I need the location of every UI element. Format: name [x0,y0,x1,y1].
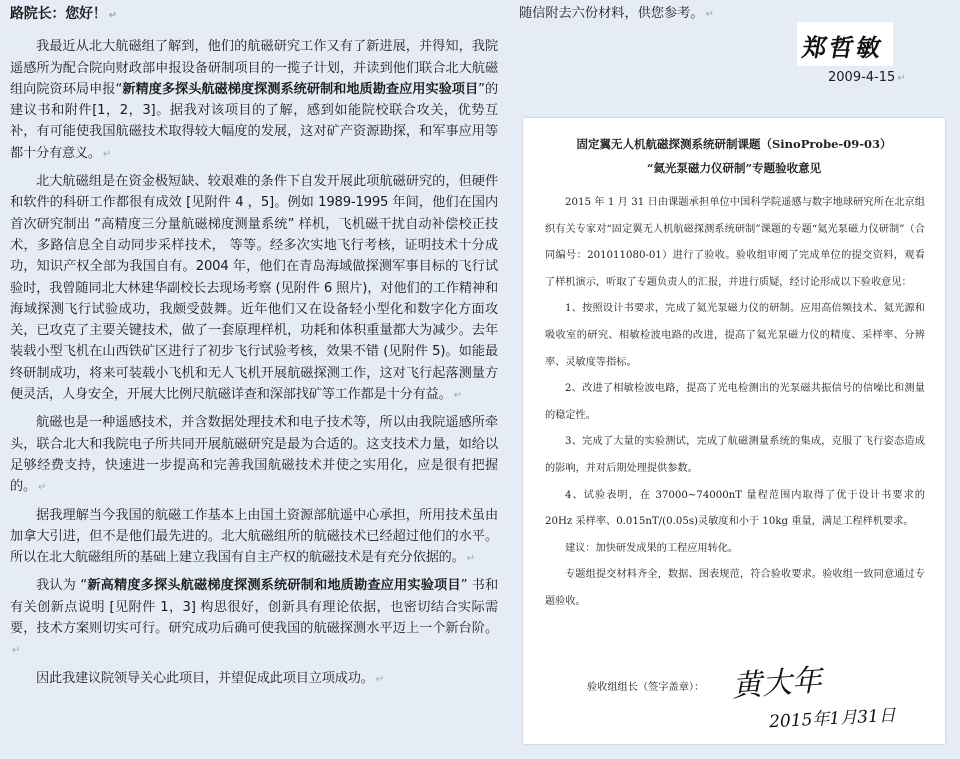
scan-paragraph-4: 3、完成了大量的实验测试，完成了航磁测量系统的集成，克服了飞行姿态造成的影响，并对后期处理提供参数。 [545,436,925,474]
scan-body [545,190,925,616]
handwritten-date: 2015年1月31日 [768,705,897,733]
letter-paragraph-2: 北大航磁组是在资金极短缺、较艰难的条件下自发开展此项航磁研究的，但硬件和软件的科研工作都很有成效 [见附件 4 ，5]。例如 1989-1995 年间，他们在国内首次研究制出 “高精度三分量航磁梯度测量系统” 样机，飞机磁干扰自动补偿校正技术，多路信息全自动同步采样技术， 等等。经多次实地飞行考核，证明技术十分成功，知识产权全部为我国自有。2004 年，他们在青岛海域做探测军事目标的飞行试验时，我曾随同北大林建华副校长去现场考察 (见附件 6 照片)，对他们的工作精神和海域探测飞行试验成功，我颇受鼓舞。近年他们又在设备轻小型化和数字化方面攻关，已攻克了主要关键技术，做了一套原理样机，功耗和体积重量都大为减少。去年装载小型飞机在山西铁矿区进行了初步飞行试验考核，效果不错 (见附件 5)。如能最终研制成功，将来可装载小飞机和无人飞机开展航磁探测工作，这对飞行起落测量方便灵活，人身安全，开展大比例尺航磁详查和深部找矿等工作都是十分有益。 ↵ [10,174,498,403]
letter-paragraph-6: 因此我建议院领导关心此项目，并望促成此项目立项成功。 ↵ [36,670,384,686]
letter-paragraph-5: 我认为 “新高精度多探头航磁梯度探测系统研制和地质勘查应用实验项目” 书和有关创新点说明 [见附件 1，3] 构思很好，创新具有理论依据，也密切结合实际需要，技术方案则切实可行。研究成功后确可使我国的航磁探测水平迈上一个新台阶。↵ [10,578,498,657]
attachment-note: 随信附去六份材料，供您参考。 ↵ [519,6,715,21]
scanned-acceptance-document [523,118,945,744]
letter-date: 2009-4-15 ↵ [828,70,906,85]
handwritten-signature: 黄大年 [730,662,828,705]
scan-paragraph-3: 2、改进了相敏检波电路，提高了光电检测出的光泵磁共振信号的信噪比和测量的稳定性。 [545,383,925,421]
project-name-highlight: 新高精度多探头航磁梯度探测系统研制和地质勘查应用实验项目 [86,578,461,594]
letter-paragraph-1: 我最近从北大航磁组了解到，他们的航磁研究工作又有了新进展，并得知，我院遥感所为配合院向财政部申报设备研制项目的一揽子计划，并读到他们联合北大航磁组向院资环局申报“新精度多探头航磁梯度探测系统研制和地质勘查应用实验项目”的建议书和附件[1，2，3]。据我对该项目的了解，感到如能院校联合攻关，优势互补，有可能使我国航磁技术取得较大幅度的发展，这对矿产资源勘探，和军事应用等都十分有意义。 ↵ [10,39,498,161]
scan-paragraph-7: 专题组提交材料齐全，数据、图表规范，符合验收要求。验收组一致同意通过专题验收。 [545,569,925,607]
scan-subtitle: “氦光泵磁力仪研制”专题验收意见 [646,161,822,175]
letter-paragraph-4: 据我理解当今我国的航磁工作基本上由国土资源部航遥中心承担，所用技术虽由加拿大引进，但不是他们最先进的。北大航磁组所的航磁技术已经超过他们的水平。所以在北大航磁组所的基础上建立我国有自主产权的航磁技术是有充分依据的。 ↵ [10,507,498,566]
scan-paragraph-1: 2015 年 1 月 31 日由课题承担单位中国科学院遥感与数字地球研究所在北京组织有关专家对“固定翼无人机航磁探测系统研制”课题的专题“氦光泵磁力仪研制”（合同编号：201011080-01）进行了验收。验收组审阅了完成单位的提交资料，观看了样机演示，听取了专题负责人的汇报，并进行质疑，经讨论形成以下验收意见： [545,197,925,288]
right-page [505,0,960,759]
signature-text: 郑哲敏 [800,33,887,62]
letter-paragraph-3: 航磁也是一种遥感技术，并含数据处理技术和电子技术等，所以由我院遥感所牵头，联合北大和我院电子所共同开展航磁研究是最为合适的。这支技术力量，如给以足够经费支持，快速进一步提高和完善我国航磁技术并使之实用化，应是很有把握的。 ↵ [10,415,498,495]
scan-title: 固定翼无人机航磁探测系统研制课题（SinoProbe-09-03） [576,137,892,151]
signature-image [797,22,893,66]
scan-paragraph-2: 1、按照设计书要求，完成了氦光泵磁力仪的研制。应用高倍频技术、氦光源和吸收室的研究、相敏检波电路的改进，提高了氦光泵磁力仪的精度、采样率、分辨率、灵敏度等指标。 [545,303,925,368]
scan-paragraph-6: 建议：加快研发成果的工程应用转化。 [565,542,739,554]
letter-greeting: 路院长：您好！ ↵ [10,6,117,22]
project-name-highlight: 新精度多探头航磁梯度探测系统研制和地质勘查应用实验项目 [122,81,479,97]
scan-paragraph-5: 4、试验表明，在 37000~74000nT 量程范围内取得了优于设计书要求的 20Hz 采样率、0.015nT/(0.05s)灵敏度和小于 10kg 重量，满足工程样机要求。 [545,489,925,528]
scan-sign-label: 验收组组长（签字盖章）： [587,682,705,693]
letter-body [10,4,498,696]
